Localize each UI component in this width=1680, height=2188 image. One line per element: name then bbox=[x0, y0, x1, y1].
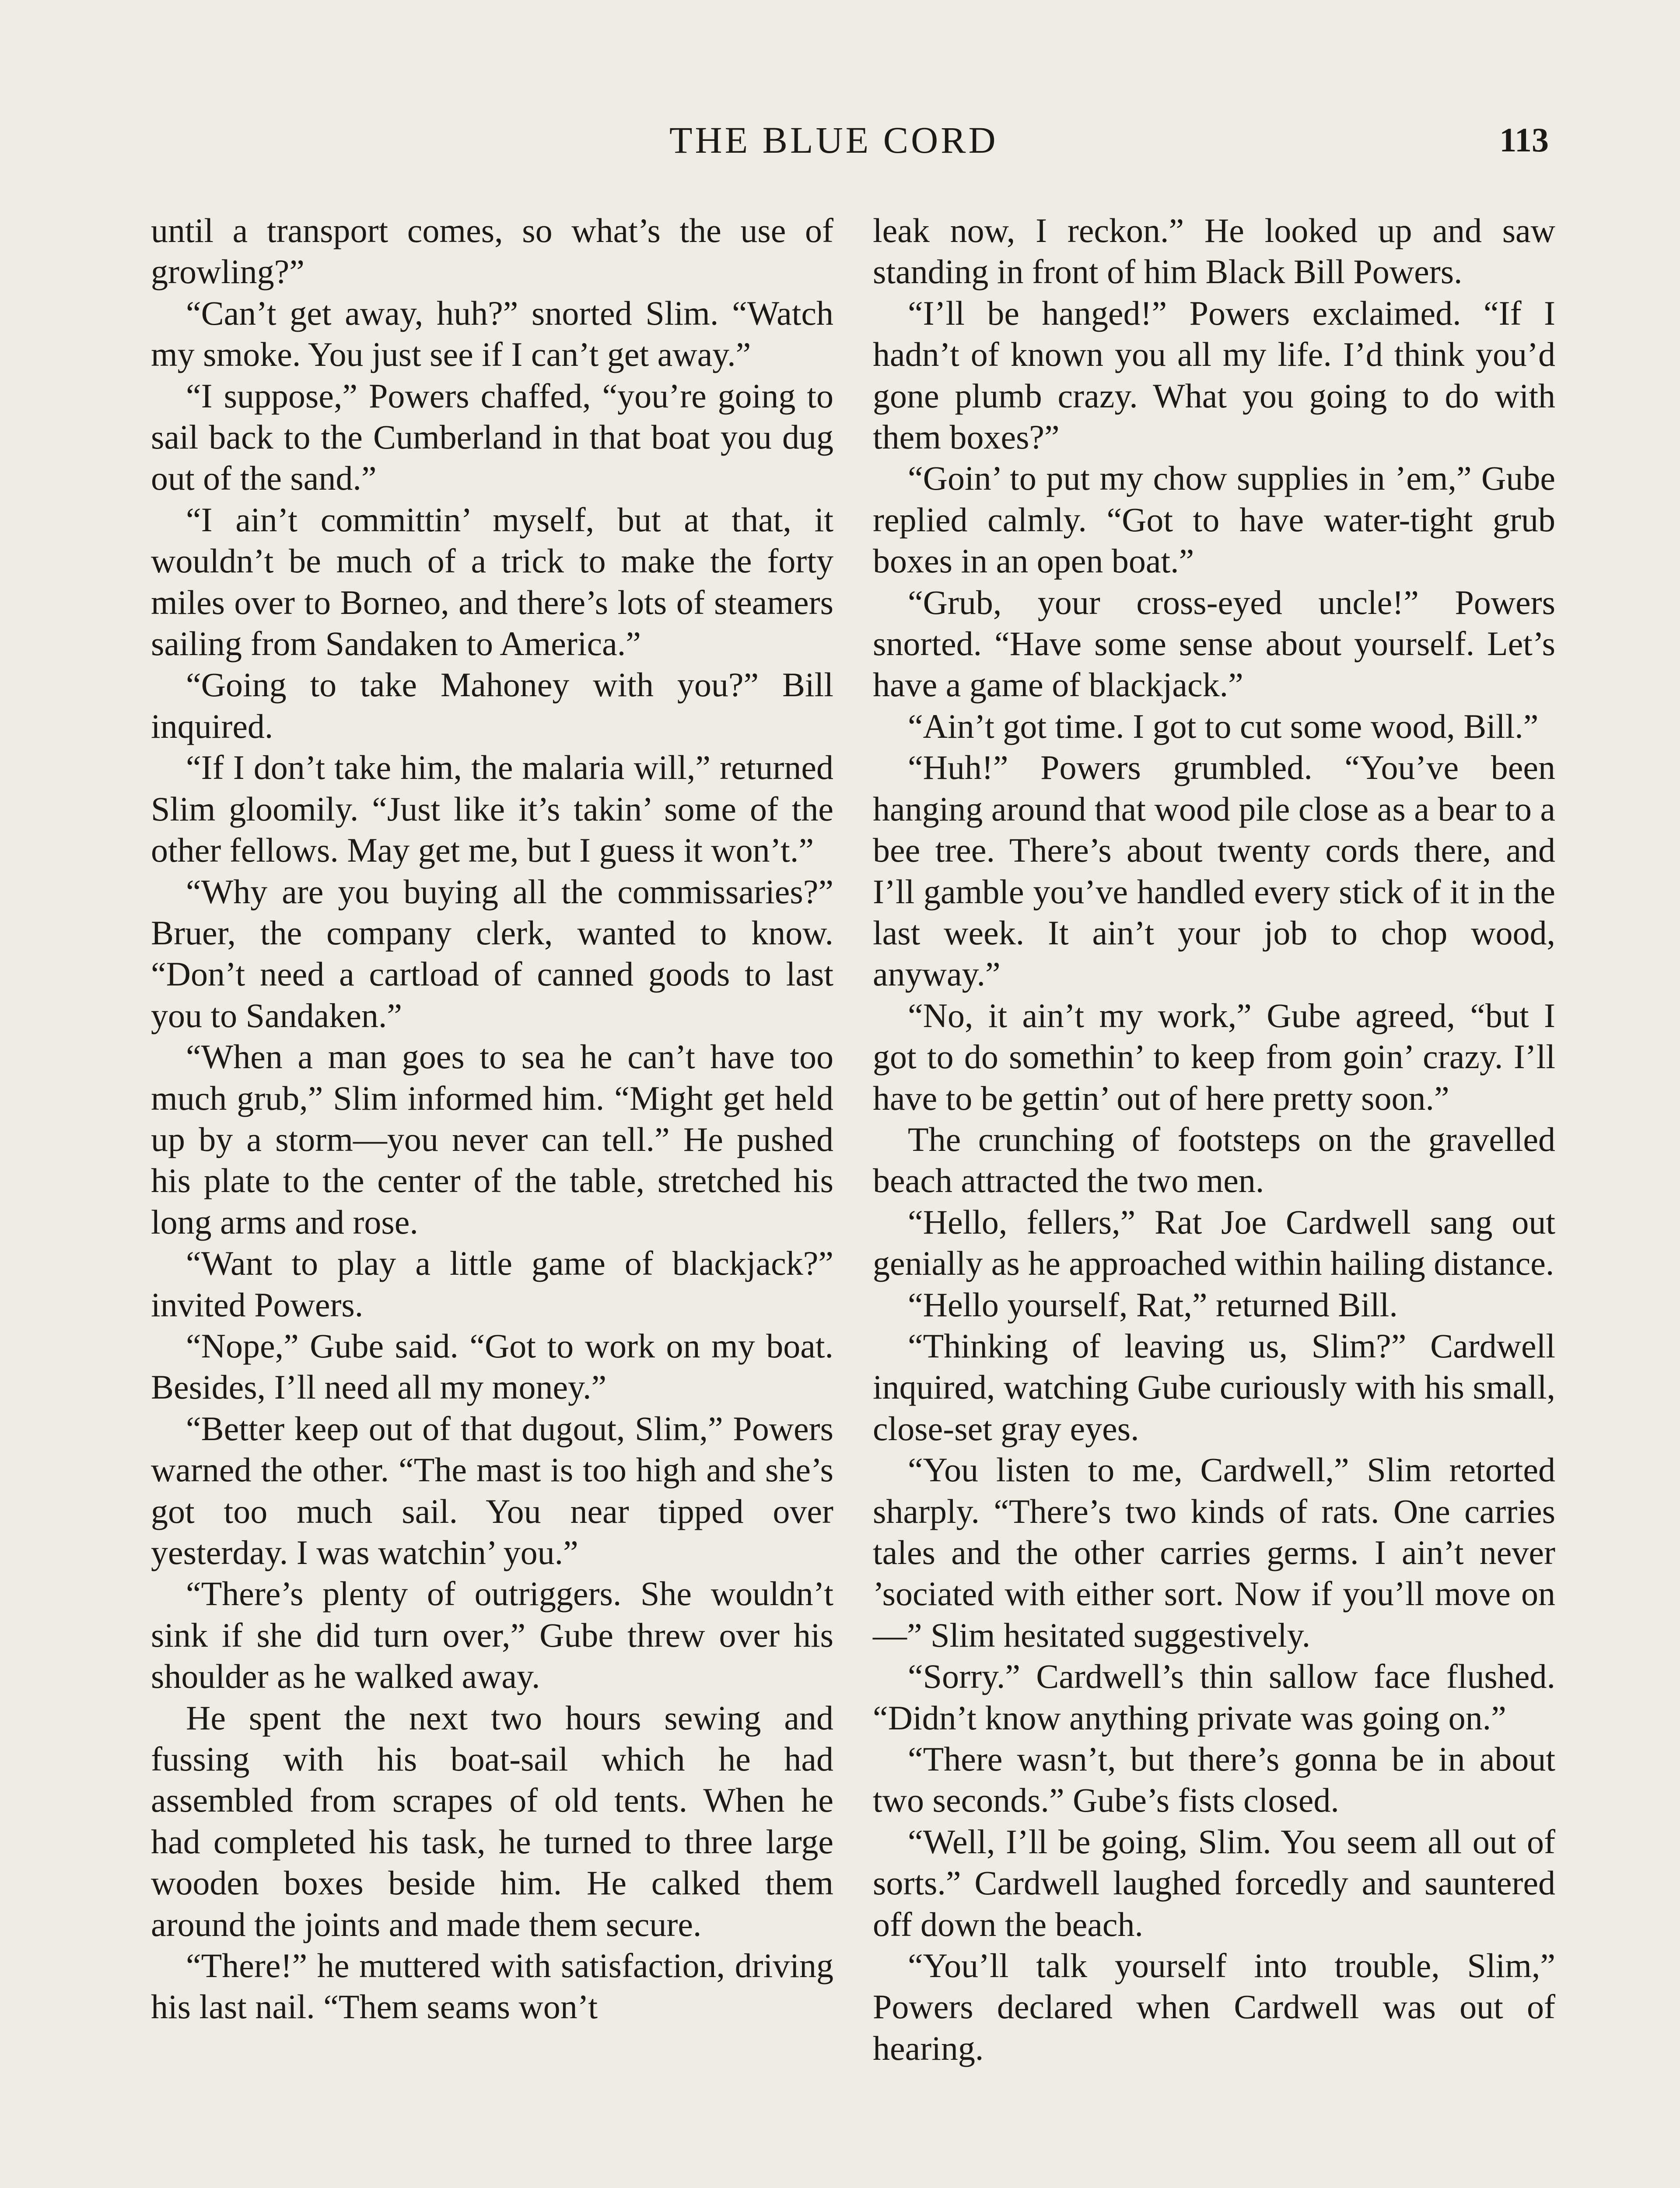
paragraph: He spent the next two hours sewing and fussing with his boat-sail which he had assembled from scrapes of old tents. When he had completed his task, he turned to three large wooden boxes beside him. He calked them around the joints and made them secure. bbox=[151, 1698, 833, 1943]
paragraph: “Thinking of leaving us, Slim?” Cardwell inquired, watching Gube curiously with his small, close-set gray eyes. bbox=[873, 1326, 1555, 1448]
paragraph: “Grub, your cross-eyed uncle!” Powers snorted. “Have some sense about yourself. Let’s have a game of blackjack.” bbox=[873, 583, 1555, 704]
paragraph: “Ain’t got time. I got to cut some wood, Bill.” bbox=[908, 707, 1539, 745]
left-column bbox=[151, 210, 833, 2028]
paragraph: “You listen to me, Cardwell,” Slim retorted sharply. “There’s two kinds of rats. One carries tales and the other carries germs. I ain’t never ’sociated with either sort. Now if you’ll move on—” Slim hesitated suggestively. bbox=[873, 1451, 1555, 1654]
paragraph: “I suppose,” Powers chaffed, “you’re going to sail back to the Cumberland in that boat you dug out of the sand.” bbox=[151, 376, 833, 498]
paragraph: “I ain’t committin’ myself, but at that, it wouldn’t be much of a trick to make the forty miles over to Borneo, and there’s lots of steamers sailing from Sandaken to America.” bbox=[151, 500, 833, 663]
paragraph: “Goin’ to put my chow supplies in ’em,” Gube replied calmly. “Got to have water-tight grub boxes in an open boat.” bbox=[873, 459, 1555, 580]
paragraph: “Hello yourself, Rat,” returned Bill. bbox=[908, 1285, 1398, 1324]
paragraph: “Well, I’ll be going, Slim. You seem all out of sorts.” Cardwell laughed forcedly and sauntered off down the beach. bbox=[873, 1822, 1555, 1943]
running-head bbox=[0, 118, 1680, 162]
paragraph: “You’ll talk yourself into trouble, Slim,” Powers declared when Cardwell was out of hearing. bbox=[873, 1946, 1555, 2067]
paragraph: “Hello, fellers,” Rat Joe Cardwell sang out genially as he approached within hailing distance. bbox=[873, 1203, 1555, 1283]
paragraph: “Want to play a little game of blackjack?” invited Powers. bbox=[151, 1244, 833, 1324]
paragraph: “No, it ain’t my work,” Gube agreed, “but I got to do somethin’ to keep from goin’ crazy. I’ll have to be gettin’ out of here pretty soon.” bbox=[873, 996, 1555, 1117]
paragraph: “There’s plenty of outriggers. She wouldn’t sink if she did turn over,” Gube threw over his shoulder as he walked away. bbox=[151, 1574, 833, 1696]
paragraph: “When a man goes to sea he can’t have too much grub,” Slim informed him. “Might get held up by a storm—you never can tell.” He pushed his plate to the center of the table, stretched his long arms and rose. bbox=[151, 1038, 833, 1241]
paragraph: “Huh!” Powers grumbled. “You’ve been hanging around that wood pile close as a bear to a bee tree. There’s about twenty cords there, and I’ll gamble you’ve handled every stick of it in the last week. It ain’t your job to chop wood, anyway.” bbox=[873, 748, 1555, 993]
paragraph: “There wasn’t, but there’s gonna be in about two seconds.” Gube’s fists closed. bbox=[873, 1740, 1555, 1820]
paragraph: “If I don’t take him, the malaria will,” returned Slim gloomily. “Just like it’s takin’ some of the other fellows. May get me, but I guess it won’t.” bbox=[151, 748, 833, 870]
paragraph: The crunching of footsteps on the gravelled beach attracted the two men. bbox=[873, 1120, 1555, 1200]
paragraph: “There!” he muttered with satisfaction, driving his last nail. “Them seams won’t bbox=[151, 1946, 833, 2026]
running-title: THE BLUE CORD bbox=[669, 119, 998, 161]
right-column bbox=[873, 210, 1555, 2069]
paragraph: “Why are you buying all the commissaries?” Bruer, the company clerk, wanted to know. “Don’t need a cartload of canned goods to last you to Sandaken.” bbox=[151, 872, 833, 1034]
page-number: 113 bbox=[1499, 121, 1549, 159]
paragraph: until a transport comes, so what’s the use of growling?” bbox=[151, 211, 833, 291]
paragraph: “Can’t get away, huh?” snorted Slim. “Watch my smoke. You just see if I can’t get away.” bbox=[151, 294, 833, 374]
paragraph: “Going to take Mahoney with you?” Bill inquired. bbox=[151, 666, 833, 745]
paragraph: “Better keep out of that dugout, Slim,” Powers warned the other. “The mast is too high and she’s got too much sail. You near tipped over yesterday. I was watchin’ you.” bbox=[151, 1409, 833, 1571]
paragraph: leak now, I reckon.” He looked up and saw standing in front of him Black Bill Powers. bbox=[873, 211, 1555, 291]
paragraph: “Nope,” Gube said. “Got to work on my boat. Besides, I’ll need all my money.” bbox=[151, 1326, 833, 1406]
paragraph: “I’ll be hanged!” Powers exclaimed. “If I hadn’t of known you all my life. I’d think you’d gone plumb crazy. What you going to do with them boxes?” bbox=[873, 294, 1555, 456]
paragraph: “Sorry.” Cardwell’s thin sallow face flushed. “Didn’t know anything private was going on.” bbox=[873, 1657, 1555, 1737]
